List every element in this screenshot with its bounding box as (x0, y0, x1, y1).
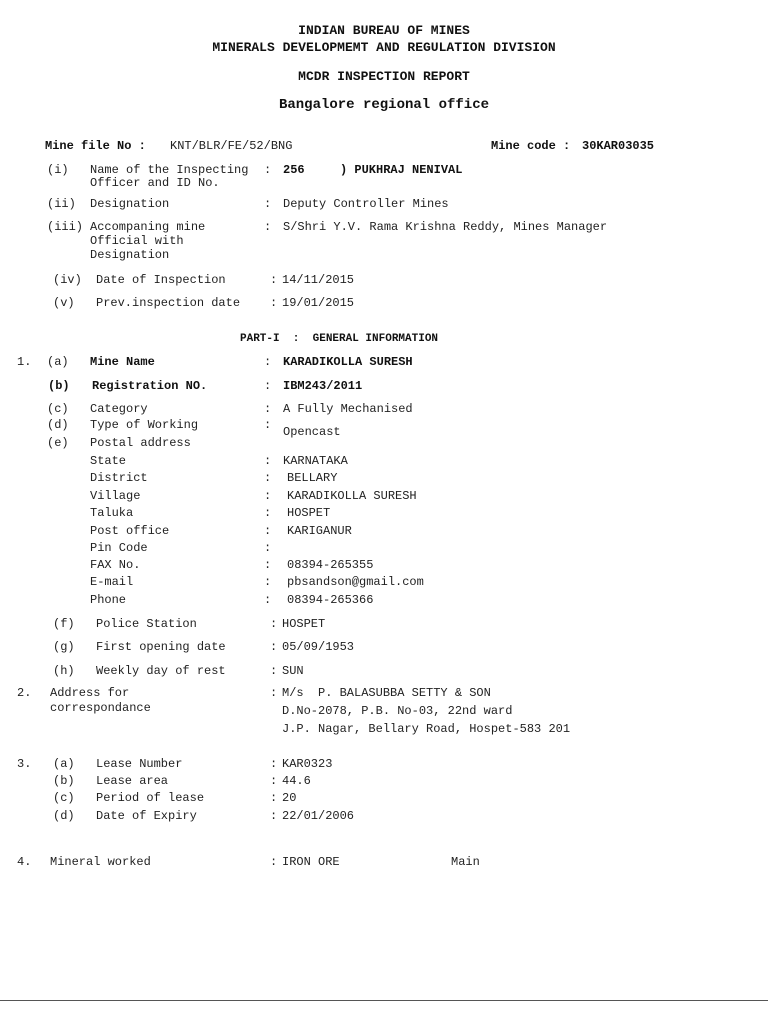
item-label: First opening date (96, 640, 226, 654)
address-label: District (90, 471, 148, 485)
address-value: HOSPET (287, 506, 331, 520)
item-num: (h) (53, 664, 75, 678)
item-num: (iv) (53, 273, 82, 287)
officer-id: 256 (283, 163, 305, 177)
lease-value: KAR0323 (282, 757, 333, 771)
item-sep: : (264, 402, 272, 416)
section-num: 2. (17, 686, 32, 700)
item-sep: : (264, 575, 272, 589)
item-label: Lease area (96, 774, 169, 788)
item-label: Designation (90, 197, 170, 211)
item-sep: : (264, 418, 272, 432)
header-bureau: INDIAN BUREAU OF MINES (298, 23, 470, 38)
correspondence-line: D.No-2078, P.B. No-03, 22nd ward (282, 704, 513, 718)
item-sep: : (264, 471, 272, 485)
address-value: KARIGANUR (287, 524, 352, 538)
item-label: Type of Working (90, 418, 199, 432)
item-label: Date of Inspection (96, 273, 226, 287)
address-label: Taluka (90, 506, 134, 520)
item-sep: : (270, 855, 278, 869)
item-num: (iii) (47, 220, 84, 234)
opening-date-value: 05/09/1953 (282, 640, 355, 654)
address-value: 08394-265366 (287, 593, 374, 607)
item-sep: : (270, 791, 278, 805)
item-sep: : (264, 558, 272, 572)
item-sep: : (270, 617, 278, 631)
item-num: (d) (47, 418, 69, 432)
item-label: Designation (90, 248, 170, 262)
item-sep: : (264, 220, 272, 234)
address-label: State (90, 454, 127, 468)
address-value: BELLARY (287, 471, 338, 485)
item-sep: : (270, 774, 278, 788)
item-num: (ii) (47, 197, 76, 211)
item-label: Weekly day of rest (96, 664, 226, 678)
part1-title: PART-I : GENERAL INFORMATION (240, 333, 439, 345)
item-sep: : (264, 541, 272, 555)
address-value: 08394-265355 (287, 558, 374, 572)
address-label: E-mail (90, 575, 134, 589)
rest-day-value: SUN (282, 664, 304, 678)
item-sep: : (270, 809, 278, 823)
item-label: Accompaning mine (90, 220, 206, 234)
prev-inspection-date: 19/01/2015 (282, 296, 355, 310)
item-sep: : (264, 163, 272, 177)
footer-rule (0, 1000, 768, 1001)
item-num: (c) (47, 402, 69, 416)
item-label: Date of Expiry (96, 809, 197, 823)
item-sep: : (270, 686, 278, 700)
mine-file-value: KNT/BLR/FE/52/BNG (170, 139, 293, 153)
item-label: Prev.inspection date (96, 296, 241, 310)
item-sep: : (264, 506, 272, 520)
inspection-date: 14/11/2015 (282, 273, 355, 287)
designation-value: Deputy Controller Mines (283, 197, 449, 211)
item-sep: : (264, 454, 272, 468)
item-num: (c) (53, 791, 75, 805)
item-label: Officer and ID No. (90, 176, 220, 190)
regional-office: Bangalore regional office (278, 97, 490, 113)
mine-code-value: 30KAR03035 (582, 139, 655, 153)
section-num: 3. (17, 757, 32, 771)
police-station-value: HOSPET (282, 617, 326, 631)
working-type-value: Opencast (283, 425, 341, 439)
section-num: 4. (17, 855, 32, 869)
address-label: FAX No. (90, 558, 141, 572)
item-label: Period of lease (96, 791, 205, 805)
officer-name: ) PUKHRAJ NENIVAL (340, 163, 463, 177)
section-num: 1. (17, 355, 32, 369)
item-sep: : (264, 379, 272, 393)
item-label: correspondance (50, 701, 151, 715)
item-sep: : (270, 273, 278, 287)
item-label: Mineral worked (50, 855, 151, 869)
item-label: Police Station (96, 617, 197, 631)
lease-value: 20 (282, 791, 297, 805)
item-num: (e) (47, 436, 69, 450)
item-label: Name of the Inspecting (90, 163, 249, 177)
item-num: (v) (53, 296, 75, 310)
address-label: Village (90, 489, 141, 503)
item-sep: : (264, 355, 272, 369)
item-sep: : (270, 664, 278, 678)
item-num: (b) (48, 379, 70, 393)
mineral-value: IRON ORE (282, 855, 340, 869)
address-label: Pin Code (90, 541, 148, 555)
item-label: Official with (90, 234, 184, 248)
address-label: Phone (90, 593, 127, 607)
item-label: Lease Number (96, 757, 183, 771)
item-sep: : (270, 640, 278, 654)
item-num: (b) (53, 774, 75, 788)
item-num: (i) (47, 163, 69, 177)
item-label: Registration NO. (92, 379, 208, 393)
registration-no: IBM243/2011 (283, 379, 363, 393)
item-sep: : (264, 489, 272, 503)
address-value: KARADIKOLLA SURESH (287, 489, 417, 503)
address-value: pbsandson@gmail.com (287, 575, 424, 589)
item-num: (g) (53, 640, 75, 654)
item-label: Postal address (90, 436, 191, 450)
item-label: Mine Name (90, 355, 155, 369)
lease-value: 22/01/2006 (282, 809, 355, 823)
lease-value: 44.6 (282, 774, 311, 788)
item-sep: : (264, 524, 272, 538)
mine-code-label: Mine code : (491, 139, 571, 153)
category-value: A Fully Mechanised (283, 402, 413, 416)
item-sep: : (270, 296, 278, 310)
item-sep: : (270, 757, 278, 771)
item-num: (a) (53, 757, 75, 771)
item-label: Category (90, 402, 148, 416)
mine-name: KARADIKOLLA SURESH (283, 355, 413, 369)
item-num: (d) (53, 809, 75, 823)
item-sep: : (264, 593, 272, 607)
correspondence-line: M/s P. BALASUBBA SETTY & SON (282, 686, 491, 700)
item-label: Address for (50, 686, 130, 700)
accompanying-official: S/Shri Y.V. Rama Krishna Reddy, Mines Manager (283, 220, 608, 234)
mineral-note: Main (451, 855, 480, 869)
item-sep: : (264, 197, 272, 211)
report-title: MCDR INSPECTION REPORT (298, 69, 470, 84)
mine-file-label: Mine file No : (45, 139, 146, 153)
correspondence-line: J.P. Nagar, Bellary Road, Hospet-583 201 (282, 722, 571, 736)
header-division: MINERALS DEVELOPMEMT AND REGULATION DIVISION (212, 40, 556, 55)
item-num: (a) (47, 355, 69, 369)
address-value: KARNATAKA (283, 454, 348, 468)
address-label: Post office (90, 524, 170, 538)
item-num: (f) (53, 617, 75, 631)
